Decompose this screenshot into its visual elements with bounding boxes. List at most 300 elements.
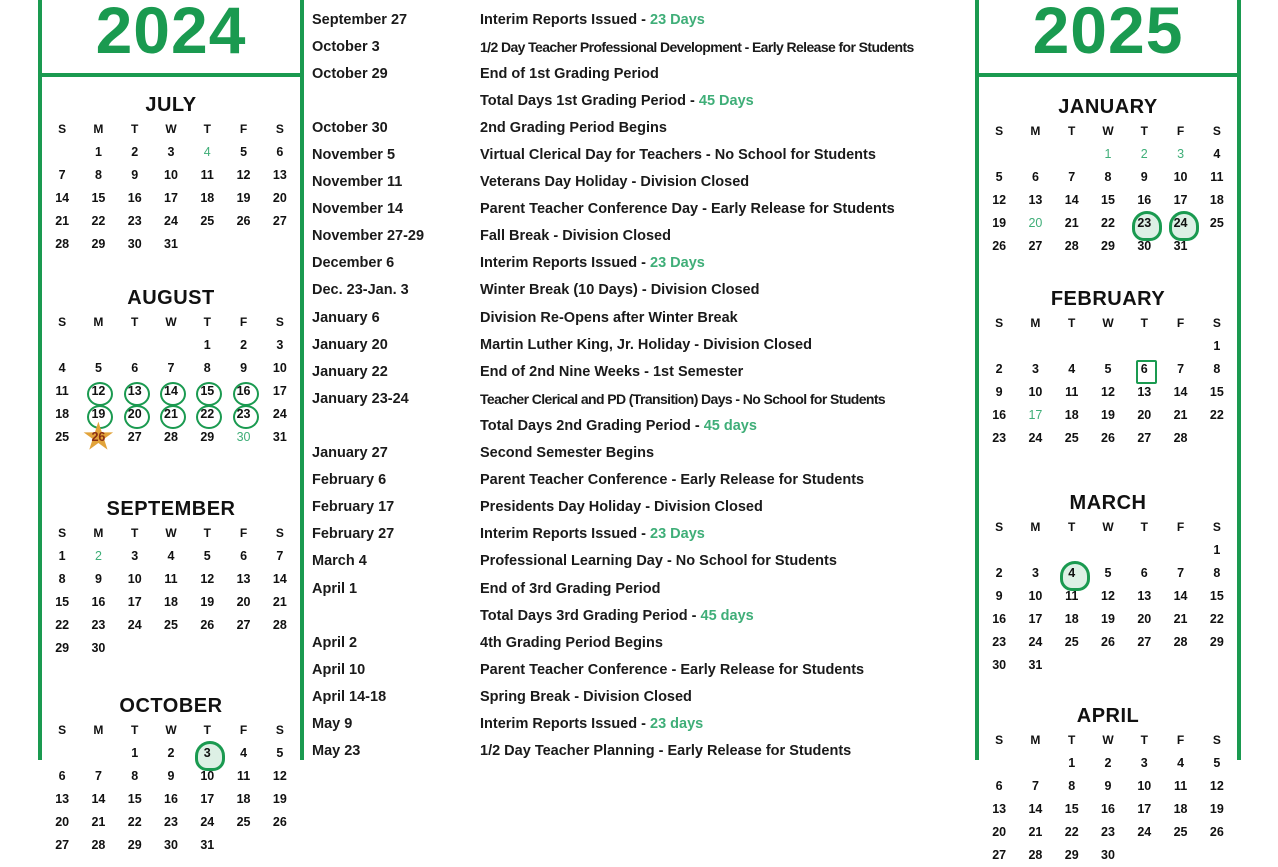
- weekday-header: F: [239, 122, 248, 136]
- calendar-day: 18: [1173, 802, 1188, 816]
- calendar-day: 20: [1137, 408, 1152, 422]
- calendar-day: 27: [55, 838, 70, 852]
- event-row: [312, 358, 972, 385]
- calendar-day: 24: [272, 407, 287, 421]
- month-grid: [42, 311, 300, 449]
- calendar-day: 22: [1209, 612, 1224, 626]
- weekday-header: S: [1212, 733, 1221, 747]
- event-description: [480, 635, 972, 651]
- calendar-day: 5: [94, 361, 102, 375]
- calendar-day: 25: [1064, 635, 1079, 649]
- month-title: SEPTEMBER: [106, 498, 236, 520]
- calendar-day: 2: [94, 549, 102, 563]
- calendar-day: 3: [1177, 147, 1185, 161]
- empty-day: [1054, 335, 1090, 358]
- calendar-day: 21: [1173, 612, 1188, 626]
- event-description: [480, 743, 972, 759]
- event-date: January 23-24: [312, 390, 409, 407]
- event-date: April 1: [312, 580, 358, 597]
- calendar-day: 3: [167, 145, 175, 159]
- calendar-day: 18: [55, 407, 70, 421]
- calendar-day: 10: [1028, 589, 1043, 603]
- calendar-day: 9: [1104, 779, 1112, 793]
- month-september: [42, 496, 300, 660]
- event-day-count: 23 Days: [650, 11, 705, 28]
- event-row: [312, 141, 972, 168]
- event-date: November 27-29: [312, 228, 425, 245]
- event-date: December 6: [312, 255, 395, 272]
- month-title: JULY: [145, 94, 197, 116]
- year-label: 2025: [1032, 0, 1184, 67]
- event-day-count: 23 Days: [650, 255, 705, 272]
- calendar-day: 26: [1101, 431, 1115, 445]
- calendar-day: 16: [992, 408, 1007, 422]
- empty-day: [80, 334, 116, 357]
- calendar-day: 21: [272, 595, 287, 609]
- calendar-day: 10: [272, 361, 287, 375]
- weekday-header: M: [93, 122, 104, 136]
- calendar-day: 6: [995, 779, 1003, 793]
- empty-day: [44, 141, 80, 164]
- calendar-day: 22: [55, 618, 70, 632]
- calendar-day: 11: [1065, 385, 1079, 399]
- calendar-day: 26: [200, 618, 215, 632]
- month-august: [42, 285, 300, 449]
- event-text: Interim Reports Issued -: [480, 715, 651, 732]
- calendar-day: 17: [1137, 802, 1152, 816]
- event-row: [312, 223, 972, 250]
- weekday-header: S: [275, 723, 284, 737]
- weekday-header: M: [1030, 520, 1041, 534]
- event-date: February 17: [312, 499, 395, 516]
- calendar-day: 12: [1209, 779, 1224, 793]
- weekday-header: T: [131, 122, 139, 136]
- calendar-day: 11: [1065, 589, 1079, 603]
- event-text: End of 2nd Nine Weeks - 1st Semester: [480, 363, 744, 380]
- event-text: Martin Luther King, Jr. Holiday - Division Closed: [480, 336, 812, 353]
- event-row: [312, 114, 972, 141]
- event-description: [480, 499, 972, 515]
- marked-day-circ: 16: [225, 380, 261, 403]
- month-title: AUGUST: [127, 287, 215, 309]
- marked-day-bell: 24: [1162, 212, 1198, 235]
- event-text: Total Days 3rd Grading Period -: [480, 607, 701, 624]
- year-label: 2024: [95, 0, 247, 67]
- weekday-header: T: [1140, 520, 1148, 534]
- cut-off-event-row: [312, 0, 316, 2]
- event-date: March 4: [312, 553, 367, 570]
- event-description: [480, 526, 972, 542]
- event-date: January 27: [312, 445, 388, 462]
- calendar-day: 15: [1209, 589, 1224, 603]
- empty-day: [1017, 143, 1053, 166]
- month-title: FEBRUARY: [1050, 288, 1166, 310]
- calendar-day: 29: [1064, 848, 1079, 862]
- calendar-day: 17: [1028, 612, 1043, 626]
- calendar-day: 23: [91, 618, 106, 632]
- calendar-day: 27: [1137, 431, 1152, 445]
- month-april: [979, 703, 1237, 867]
- weekday-header: T: [1140, 733, 1148, 747]
- calendar-day: 4: [1068, 362, 1076, 376]
- event-row: [312, 412, 972, 439]
- event-text: Spring Break - Division Closed: [480, 688, 692, 705]
- calendar-day: 16: [127, 191, 142, 205]
- weekday-header: T: [1140, 316, 1148, 330]
- event-text: Total Days 1st Grading Period -: [480, 92, 699, 109]
- calendar-day: 27: [272, 214, 287, 228]
- event-row: [312, 304, 972, 331]
- event-date: April 2: [312, 634, 358, 651]
- event-description: [480, 337, 972, 353]
- event-text: Interim Reports Issued -: [480, 255, 651, 272]
- event-row: [312, 60, 972, 87]
- weekday-header: T: [1068, 124, 1076, 138]
- event-text: Interim Reports Issued -: [480, 526, 651, 543]
- calendar-day: 31: [164, 237, 178, 251]
- calendar-day: 15: [91, 191, 106, 205]
- weekday-header: S: [995, 316, 1004, 330]
- calendar-day: 4: [1213, 147, 1221, 161]
- weekday-header: M: [93, 723, 104, 737]
- calendar-day: 30: [127, 237, 142, 251]
- weekday-header: M: [1030, 733, 1041, 747]
- calendar-day: 12: [272, 769, 287, 783]
- event-description: [480, 228, 972, 244]
- event-text: Parent Teacher Conference - Early Release for Students: [480, 472, 865, 489]
- event-text: Veterans Day Holiday - Division Closed: [480, 174, 750, 191]
- month-march: [979, 490, 1237, 677]
- year-header-2025: [979, 0, 1237, 77]
- event-date: May 9: [312, 715, 353, 732]
- calendar-day: 12: [236, 168, 251, 182]
- event-date: January 20: [312, 336, 388, 353]
- event-description: [480, 39, 972, 55]
- calendar-day: 29: [1101, 239, 1115, 253]
- calendar-day: 10: [164, 168, 178, 182]
- event-date: November 14: [312, 201, 404, 218]
- weekday-header: T: [1068, 733, 1076, 747]
- month-july: [42, 92, 300, 256]
- event-date: January 6: [312, 309, 380, 326]
- empty-day: [1017, 539, 1053, 562]
- calendar-day: 14: [91, 792, 106, 806]
- weekday-header: F: [239, 526, 248, 540]
- event-description: [480, 418, 972, 434]
- event-description: [480, 662, 972, 678]
- calendar-day: 14: [55, 191, 70, 205]
- empty-day: [1126, 539, 1162, 562]
- marked-day-circ: 12: [80, 380, 116, 403]
- month-title: MARCH: [1069, 492, 1147, 514]
- event-text: Professional Learning Day - No School for Students: [480, 553, 837, 570]
- month-grid: [979, 312, 1237, 450]
- event-row: [312, 656, 972, 683]
- calendar-day: 12: [200, 572, 215, 586]
- calendar-day: 5: [240, 145, 248, 159]
- calendar-day: 25: [1173, 825, 1188, 839]
- event-description: [480, 472, 972, 488]
- calendar-day: 19: [236, 191, 251, 205]
- calendar-day: 7: [167, 361, 175, 375]
- weekday-header: W: [165, 526, 177, 540]
- calendar-day: 30: [91, 641, 106, 655]
- calendar-day: 30: [164, 838, 178, 852]
- weekday-header: W: [1102, 124, 1114, 138]
- event-text: 2nd Grading Period Begins: [480, 119, 667, 136]
- empty-day: [1054, 143, 1090, 166]
- event-date: February 6: [312, 472, 387, 489]
- calendar-day: 20: [55, 815, 70, 829]
- calendar-day: 27: [1137, 635, 1152, 649]
- calendar-day: 29: [91, 237, 106, 251]
- event-text: 1/2 Day Teacher Planning - Early Release for Students: [480, 743, 852, 760]
- event-day-count: 23 days: [650, 715, 704, 732]
- calendar-day: 7: [1068, 170, 1076, 184]
- weekday-header: W: [165, 122, 177, 136]
- month-grid: [979, 516, 1237, 677]
- calendar-day: 8: [131, 769, 139, 783]
- calendar-day: 11: [164, 572, 178, 586]
- calendar-day: 7: [276, 549, 284, 563]
- event-row: [312, 738, 972, 765]
- event-row: [312, 683, 972, 710]
- calendar-day: 9: [240, 361, 248, 375]
- calendar-day: 20: [236, 595, 251, 609]
- calendar-day: 25: [200, 214, 215, 228]
- calendar-day: 6: [240, 549, 248, 563]
- calendar-day: 15: [127, 792, 142, 806]
- calendar-day: 19: [1209, 802, 1224, 816]
- calendar-day: 6: [1140, 566, 1148, 580]
- event-row: [312, 602, 972, 629]
- calendar-day: 5: [276, 746, 284, 760]
- calendar-day: 23: [127, 214, 142, 228]
- event-text: Teacher Clerical and PD (Transition) Days - No School for Students: [480, 390, 886, 407]
- calendar-day: 20: [272, 191, 287, 205]
- weekday-header: T: [1140, 124, 1148, 138]
- calendar-day: 4: [240, 746, 248, 760]
- marked-day-bell: 3: [189, 742, 225, 765]
- calendar-day: 12: [992, 193, 1007, 207]
- empty-day: [1126, 335, 1162, 358]
- marked-day-sq: 6: [1126, 358, 1162, 381]
- calendar-day: 4: [203, 145, 211, 159]
- weekday-header: T: [1068, 316, 1076, 330]
- empty-day: [981, 143, 1017, 166]
- calendar-day: 8: [94, 168, 102, 182]
- calendar-day: 19: [200, 595, 215, 609]
- event-text: Total Days 2nd Grading Period -: [480, 417, 704, 434]
- calendar-day: 17: [272, 384, 287, 398]
- calendar-day: 30: [1101, 848, 1115, 862]
- calendar-day: 12: [1101, 589, 1115, 603]
- calendar-day: 9: [94, 572, 102, 586]
- calendar-day: 18: [164, 595, 178, 609]
- calendar-day: 8: [1068, 779, 1076, 793]
- event-text: Second Semester Begins: [480, 445, 655, 462]
- calendar-day: 31: [200, 838, 215, 852]
- calendar-day: 8: [1213, 362, 1221, 376]
- calendar-day: 4: [1177, 756, 1185, 770]
- calendar-day: 15: [1101, 193, 1115, 207]
- weekday-header: S: [1212, 124, 1221, 138]
- calendar-day: 24: [1137, 825, 1152, 839]
- left-calendar-panel: [38, 0, 304, 852]
- calendar-day: 6: [276, 145, 284, 159]
- calendar-day: 24: [164, 214, 178, 228]
- weekday-header: T: [131, 526, 139, 540]
- event-date: November 5: [312, 147, 396, 164]
- calendar-day: 27: [992, 848, 1007, 862]
- calendar-day: 2: [167, 746, 175, 760]
- event-row: [312, 6, 972, 33]
- calendar-day: 12: [1101, 385, 1115, 399]
- event-row: [312, 710, 972, 737]
- calendar-day: 11: [200, 168, 214, 182]
- weekday-header: W: [1102, 733, 1114, 747]
- calendar-day: 2: [995, 566, 1003, 580]
- calendar-day: 13: [55, 792, 70, 806]
- weekday-header: S: [1212, 316, 1221, 330]
- event-date: October 3: [312, 38, 380, 55]
- calendar-day: 14: [1173, 385, 1188, 399]
- calendar-day: 22: [91, 214, 106, 228]
- weekday-header: S: [995, 124, 1004, 138]
- calendar-day: 25: [1064, 431, 1079, 445]
- calendar-day: 2: [1104, 756, 1112, 770]
- calendar-day: 28: [1028, 848, 1043, 862]
- event-text: Virtual Clerical Day for Teachers - No School for Students: [480, 147, 876, 164]
- weekday-header: W: [1102, 316, 1114, 330]
- calendar-day: 5: [995, 170, 1003, 184]
- event-date: October 30: [312, 119, 388, 136]
- weekday-header: F: [1176, 124, 1185, 138]
- marked-day-circ: 15: [189, 380, 225, 403]
- calendar-day: 8: [58, 572, 66, 586]
- calendar-day: 3: [1031, 362, 1039, 376]
- calendar-day: 2: [1140, 147, 1148, 161]
- weekday-header: F: [1176, 316, 1185, 330]
- event-description: [480, 93, 972, 109]
- event-row: [312, 331, 972, 358]
- calendar-day: 28: [55, 237, 70, 251]
- marked-day-circ: 13: [117, 380, 153, 403]
- empty-day: [1162, 539, 1198, 562]
- event-date: October 29: [312, 65, 388, 82]
- event-row: [312, 196, 972, 223]
- calendar-day: 15: [1064, 802, 1079, 816]
- marked-day-circ: 21: [153, 403, 189, 426]
- empty-day: [153, 334, 189, 357]
- empty-day: [44, 334, 80, 357]
- weekday-header: F: [1176, 520, 1185, 534]
- calendar-day: 29: [127, 838, 142, 852]
- month-october: [42, 693, 300, 857]
- calendar-day: 10: [200, 769, 215, 783]
- calendar-day: 18: [200, 191, 215, 205]
- event-date: April 14-18: [312, 688, 387, 705]
- calendar-day: 28: [164, 430, 178, 444]
- event-description: [480, 581, 972, 597]
- calendar-day: 30: [236, 430, 251, 444]
- calendar-day: 13: [236, 572, 251, 586]
- month-grid: [42, 719, 300, 857]
- event-text: Interim Reports Issued -: [480, 11, 651, 28]
- calendar-day: 21: [91, 815, 106, 829]
- calendar-day: 9: [167, 769, 175, 783]
- events-list: [312, 6, 972, 765]
- calendar-day: 30: [992, 658, 1007, 672]
- calendar-day: 19: [1101, 408, 1115, 422]
- empty-day: [1054, 539, 1090, 562]
- calendar-day: 25: [164, 618, 178, 632]
- event-row: [312, 385, 972, 412]
- right-calendar-panel: [975, 0, 1241, 862]
- marked-day-star: ★ 26: [80, 426, 116, 449]
- empty-day: [1017, 335, 1053, 358]
- weekday-header: T: [203, 526, 211, 540]
- event-description: [480, 147, 972, 163]
- calendar-day: 4: [58, 361, 66, 375]
- calendar-day: 10: [127, 572, 142, 586]
- empty-day: [1017, 752, 1053, 775]
- weekday-header: M: [93, 526, 104, 540]
- weekday-header: T: [203, 315, 211, 329]
- calendar-day: 28: [1173, 431, 1188, 445]
- event-row: [312, 440, 972, 467]
- event-row: [312, 467, 972, 494]
- calendar-day: 20: [992, 825, 1007, 839]
- month-grid: [979, 729, 1237, 867]
- event-description: [480, 201, 972, 217]
- event-date: February 27: [312, 526, 395, 543]
- calendar-day: 19: [272, 792, 287, 806]
- weekday-header: T: [203, 723, 211, 737]
- calendar-day: 8: [1213, 566, 1221, 580]
- month-february: [979, 286, 1237, 450]
- calendar-day: 13: [1137, 385, 1152, 399]
- calendar-day: 17: [127, 595, 142, 609]
- calendar-day: 10: [1137, 779, 1152, 793]
- calendar-day: 1: [1068, 756, 1076, 770]
- weekday-header: T: [131, 723, 139, 737]
- calendar-day: 1: [131, 746, 139, 760]
- calendar-day: 22: [1101, 216, 1115, 230]
- event-row: [312, 629, 972, 656]
- calendar-day: 26: [1101, 635, 1115, 649]
- weekday-header: W: [165, 315, 177, 329]
- calendar-day: 8: [203, 361, 211, 375]
- calendar-day: 18: [1209, 193, 1224, 207]
- calendar-day: 27: [1028, 239, 1043, 253]
- calendar-day: 10: [1173, 170, 1188, 184]
- empty-day: [1162, 335, 1198, 358]
- calendar-day: 7: [1031, 779, 1039, 793]
- calendar-day: 13: [272, 168, 287, 182]
- event-description: [480, 66, 972, 82]
- calendar-day: 11: [1173, 779, 1188, 793]
- calendar-day: 13: [1028, 193, 1043, 207]
- event-text: Parent Teacher Conference - Early Release for Students: [480, 661, 865, 678]
- calendar-day: 27: [236, 618, 251, 632]
- empty-day: [1090, 335, 1126, 358]
- calendar-day: 3: [1140, 756, 1148, 770]
- calendar-day: 10: [1028, 385, 1043, 399]
- calendar-day: 1: [1213, 543, 1221, 557]
- event-date: November 11: [312, 174, 403, 191]
- calendar-day: 16: [91, 595, 106, 609]
